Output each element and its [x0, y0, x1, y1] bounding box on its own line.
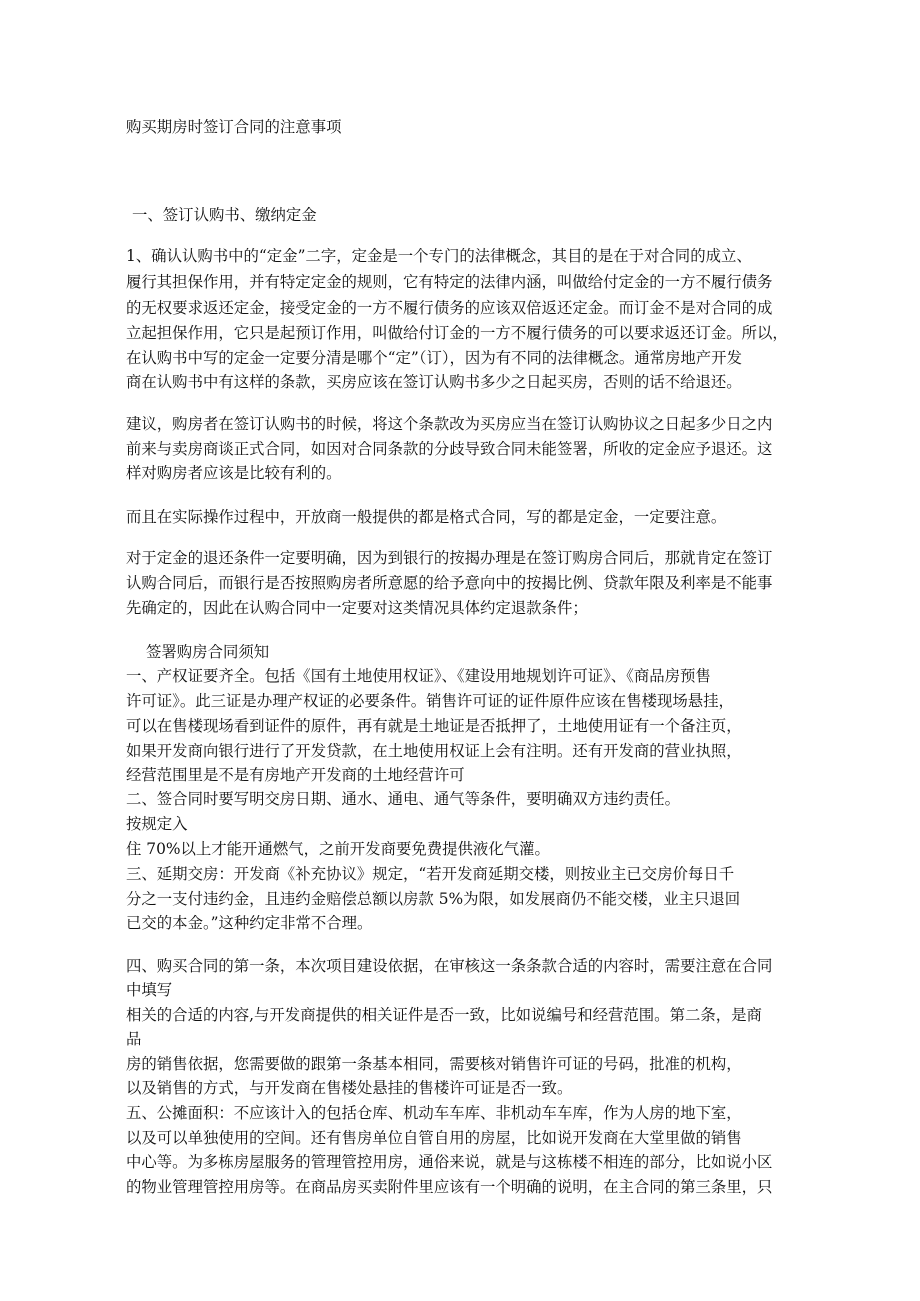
document-title: 购买期房时签订合同的注意事项 — [126, 118, 342, 136]
paragraph-line: 立起担保作用，它只是起预订作用，叫做给付订金的一方不履行债务的可以要求返还订金。所以， — [126, 324, 788, 342]
paragraph-line: 分之一支付违约金，且违约金赔偿总额以房款 5%为限，如发展商仍不能交楼，业主只退回 — [126, 890, 741, 908]
paragraph-line: 中填写 — [126, 981, 173, 999]
paragraph-line: 履行其担保作用，并有特定定金的规则，它有特定的法律内涵，叫做给付定金的一方不履行债务 — [126, 273, 773, 291]
paragraph-line: 住 70%以上才能开通燃气，之前开发商要免费提供液化气灌。 — [126, 840, 550, 858]
paragraph-line: 房的销售依据，您需要做的跟第一条基本相同，需要核对销售许可证的号码，批准的机构， — [126, 1055, 742, 1073]
paragraph-line: 对于定金的退还条件一定要明确，因为到银行的按揭办理是在签订购房合同后，那就肯定在签订 — [126, 549, 773, 567]
paragraph-line: 品 — [126, 1030, 142, 1048]
paragraph-line: 1、确认认购书中的“定金”二字，定金是一个专门的法律概念，其目的是在于对合同的成立、 — [126, 247, 752, 265]
paragraph-line: 先确定的，因此在认购合同中一定要对这类情况具体约定退款条件； — [126, 599, 588, 617]
paragraph-line: 样对购房者应该是比较有利的。 — [126, 464, 342, 482]
paragraph-line: 以及可以单独使用的空间。还有售房单位自管自用的房屋，比如说开发商在大堂里做的销售 — [126, 1129, 742, 1147]
paragraph-line: 可以在售楼现场看到证件的原件，再有就是土地证是否抵押了，土地使用证有一个备注页， — [126, 717, 742, 735]
paragraph-line: 经营范围里是不是有房地产开发商的土地经营许可 — [126, 766, 465, 784]
paragraph-line: 的无权要求返还定金，接受定金的一方不履行债务的应该双倍返还定金。而订金不是对合同的成 — [126, 299, 773, 317]
paragraph-line: 以及销售的方式，与开发商在售楼处悬挂的售楼许可证是否一致。 — [126, 1079, 573, 1097]
section-heading-contract: 签署购房合同须知 — [146, 643, 270, 661]
paragraph-line: 二、签合同时要写明交房日期、通水、通电、通气等条件，要明确双方违约责任。 — [126, 790, 681, 808]
paragraph-line: 四、购买合同的第一条，本次项目建设依据，在审核这一条条款合适的内容时，需要注意在合同 — [126, 957, 773, 975]
paragraph-line: 中心等。为多栋房屋服务的管理管控用房，通俗来说，就是与这栋楼不相连的部分，比如说小区 — [126, 1153, 773, 1171]
paragraph-line: 前来与卖房商谈正式合同，如因对合同条款的分歧导致合同未能签署，所收的定金应予退还。这 — [126, 440, 773, 458]
paragraph-line: 建议，购房者在签订认购书的时候，将这个条款改为买房应当在签订认购协议之日起多少日之内 — [126, 415, 773, 433]
paragraph-line: 的物业管理管控用房等。在商品房买卖附件里应该有一个明确的说明，在主合同的第三条里，只 — [126, 1178, 773, 1196]
section-heading-deposit: 一、签订认购书、缴纳定金 — [132, 206, 317, 224]
paragraph-line: 如果开发商向银行进行了开发贷款，在土地使用权证上会有注明。还有开发商的营业执照， — [126, 742, 742, 760]
paragraph-line: 按规定入 — [126, 815, 188, 833]
paragraph-line: 在认购书中写的定金一定要分清是哪个“定”（订），因为有不同的法律概念。通常房地产开发 — [126, 349, 742, 367]
paragraph-line: 已交的本金。”这种约定非常不合理。 — [126, 914, 373, 932]
paragraph-line: 五、公摊面积：不应该计入的包括仓库、机动车车库、非机动车车库，作为人房的地下室， — [126, 1104, 742, 1122]
paragraph-line: 商在认购书中有这样的条款，买房应该在签订认购书多少之日起买房，否则的话不给退还。 — [126, 373, 742, 391]
paragraph-line: 认购合同后，而银行是否按照购房者所意愿的给予意向中的按揭比例、贷款年限及利率是不能事 — [126, 574, 773, 592]
paragraph-line: 许可证》。此三证是办理产权证的必要条件。销售许可证的证件原件应该在售楼现场悬挂， — [126, 692, 734, 710]
paragraph-line: 一、产权证要齐全。包括《国有土地使用权证》、《建设用地规划许可证》、《商品房预售 — [126, 667, 711, 685]
paragraph-line: 相关的合适的内容,与开发商提供的相关证件是否一致，比如说编号和经营范围。第二条，是商 — [126, 1006, 762, 1024]
paragraph-line: 三、延期交房：开发商《补充协议》规定，“若开发商延期交楼，则按业主已交房价每日千 — [126, 865, 735, 883]
paragraph-line: 而且在实际操作过程中，开放商一般提供的都是格式合同，写的都是定金，一定要注意。 — [126, 508, 727, 526]
